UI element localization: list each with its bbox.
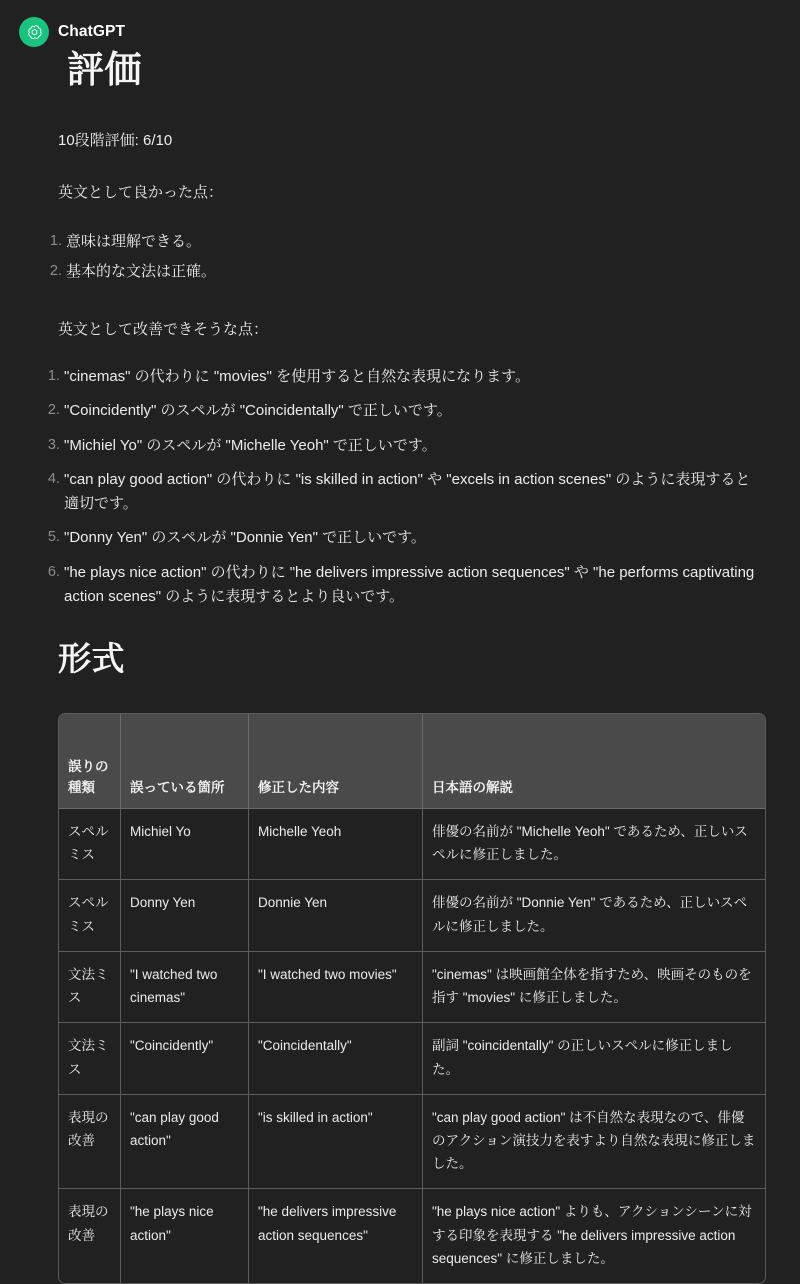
table-header-row: [59, 714, 765, 809]
list-item: "Michiel Yo" のスペルが "Michelle Yeoh" で正しいです。: [64, 436, 437, 454]
format-table-wrapper: [58, 713, 764, 1284]
improve-points-heading: 英文として改善できそうな点：: [58, 320, 269, 338]
cell-japanese-note: "can play good action" は不自然な表現なので、俳優のアクション演技力を表すより自然な表現に修正しました。: [423, 1095, 765, 1190]
table-row: [59, 1095, 765, 1190]
format-section-title: 形式: [58, 640, 125, 678]
list-item: "Coincidently" のスペルが "Coincidentally" で正しいです。: [64, 402, 452, 420]
improve-points-list: [0, 365, 760, 609]
table-row: [59, 1189, 765, 1283]
cell-fixed-content: "I watched two movies": [249, 952, 423, 1023]
list-item: "can play good action" の代わりに "is skilled in action" や "excels in action scenes" のように表現すると適切です。: [64, 470, 751, 513]
cell-error-type: 文法ミス: [59, 1023, 121, 1094]
column-header-japanese-note: 日本語の解説: [423, 714, 765, 809]
good-points-heading: 英文として良かった点：: [58, 183, 224, 201]
cell-fixed-content: Michelle Yeoh: [249, 809, 423, 880]
list-item: 意味は理解できる。: [66, 233, 202, 251]
chatgpt-logo-icon: [19, 17, 49, 47]
format-table: [58, 713, 766, 1284]
table-row: [59, 952, 765, 1023]
table-row: [59, 880, 765, 951]
table-row: [59, 809, 765, 880]
cell-fixed-content: "he delivers impressive action sequences": [249, 1189, 423, 1283]
table-row: [59, 1023, 765, 1094]
assistant-name: ChatGPT: [58, 23, 126, 40]
cell-fixed-content: "Coincidentally": [249, 1023, 423, 1094]
cell-japanese-note: "cinemas" は映画館全体を指すため、映画そのものを指す "movies" に修正しました。: [423, 952, 765, 1023]
cell-fixed-content: Donnie Yen: [249, 880, 423, 951]
cell-wrong-part: "I watched two cinemas": [121, 952, 249, 1023]
cell-japanese-note: 俳優の名前が "Michelle Yeoh" であるため、正しいスペルに修正しました。: [423, 809, 765, 880]
cell-error-type: スペルミス: [59, 880, 121, 951]
cell-japanese-note: 俳優の名前が "Donnie Yen" であるため、正しいスペルに修正しました。: [423, 880, 765, 951]
cell-wrong-part: "he plays nice action": [121, 1189, 249, 1283]
column-header-wrong-part: 誤っている箇所: [121, 714, 249, 809]
assistant-header: [0, 0, 800, 47]
cell-error-type: 表現の改善: [59, 1189, 121, 1283]
list-item: "he plays nice action" の代わりに "he delivers impressive action sequences" や "he performs captivating action scenes" のように表現するとより良いです。: [64, 563, 755, 606]
cell-fixed-content: "is skilled in action": [249, 1095, 423, 1190]
rating-line: 10段階評価: 6/10: [58, 131, 173, 149]
cell-wrong-part: Donny Yen: [121, 880, 249, 951]
message-content: [0, 92, 800, 1284]
list-item: "Donny Yen" のスペルが "Donnie Yen" で正しいです。: [64, 529, 426, 547]
list-item: 基本的な文法は正確。: [66, 263, 217, 281]
cell-japanese-note: "he plays nice action" よりも、アクションシーンに対する印象を表現する "he delivers impressive action sequences" に修正しました。: [423, 1189, 765, 1283]
cell-wrong-part: Michiel Yo: [121, 809, 249, 880]
cell-wrong-part: "can play good action": [121, 1095, 249, 1190]
good-points-list: [0, 230, 760, 285]
cell-error-type: 表現の改善: [59, 1095, 121, 1190]
cell-wrong-part: "Coincidently": [121, 1023, 249, 1094]
cell-japanese-note: 副詞 "coincidentally" の正しいスペルに修正しました。: [423, 1023, 765, 1094]
cell-error-type: スペルミス: [59, 809, 121, 880]
list-item: "cinemas" の代わりに "movies" を使用すると自然な表現になります。: [64, 368, 530, 385]
column-header-fixed-content: 修正した内容: [249, 714, 423, 809]
column-header-error-type: 誤りの種類: [59, 714, 121, 809]
cell-error-type: 文法ミス: [59, 952, 121, 1023]
page-title: 評価: [67, 49, 142, 90]
